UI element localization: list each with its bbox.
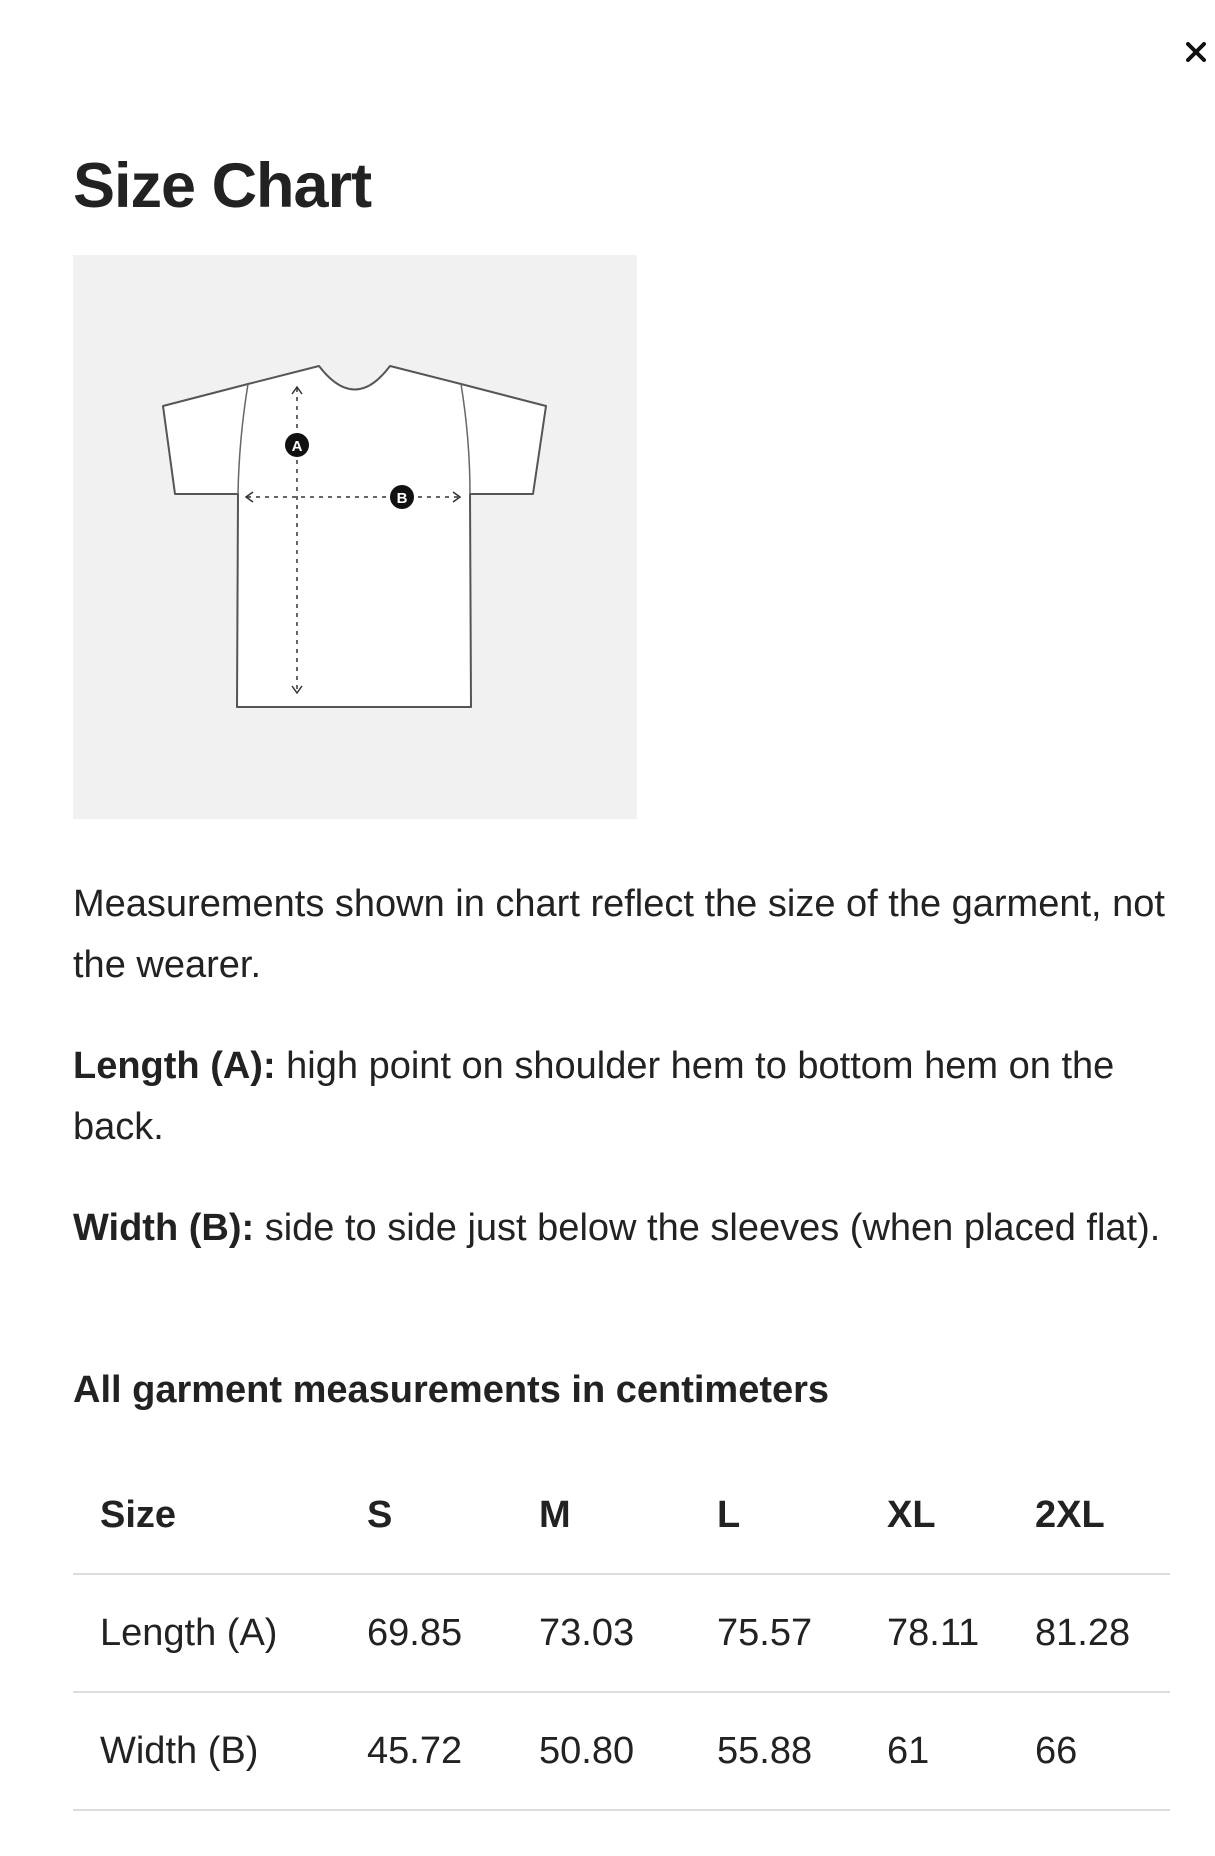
close-icon (1180, 36, 1212, 68)
header-size: Size (73, 1457, 367, 1574)
header-2xl: 2XL (1035, 1457, 1170, 1574)
table-row (73, 1692, 1170, 1810)
length-term: Length (A): (73, 1045, 276, 1087)
table-cell: 66 (1035, 1692, 1170, 1810)
row-label: Length (A) (73, 1574, 367, 1692)
table-cell: 78.11 (887, 1574, 1035, 1692)
length-text: high point on shoulder hem to bottom hem on the back. (73, 1045, 1115, 1148)
table-cell: 50.80 (539, 1692, 717, 1810)
marker-a-label: A (291, 438, 303, 455)
table-row (73, 1574, 1170, 1692)
header-m: M (539, 1457, 717, 1574)
table-cell: 55.88 (717, 1692, 887, 1810)
size-table (73, 1457, 1170, 1811)
header-s: S (367, 1457, 539, 1574)
width-term: Width (B): (73, 1207, 255, 1249)
close-button[interactable] (1180, 36, 1212, 68)
table-cell: 61 (887, 1692, 1035, 1810)
length-description (73, 1036, 1173, 1158)
table-cell: 73.03 (539, 1574, 717, 1692)
units-heading: All garment measurements in centimeters (73, 1369, 830, 1411)
page-title: Size Chart (73, 151, 372, 221)
intro-text: Measurements shown in chart reflect the size of the garment, not the wearer. (73, 883, 1165, 986)
header-l: L (717, 1457, 887, 1574)
table-cell: 75.57 (717, 1574, 887, 1692)
header-xl: XL (887, 1457, 1035, 1574)
marker-b-label: B (396, 490, 408, 507)
row-label: Width (B) (73, 1692, 367, 1810)
width-description (73, 1198, 1173, 1259)
table-cell: 45.72 (367, 1692, 539, 1810)
garment-diagram (73, 255, 637, 819)
table-cell: 81.28 (1035, 1574, 1170, 1692)
width-text: side to side just below the sleeves (when placed flat). (254, 1207, 1161, 1249)
tshirt-outline (163, 366, 546, 707)
table-cell: 69.85 (367, 1574, 539, 1692)
table-header-row (73, 1457, 1170, 1574)
